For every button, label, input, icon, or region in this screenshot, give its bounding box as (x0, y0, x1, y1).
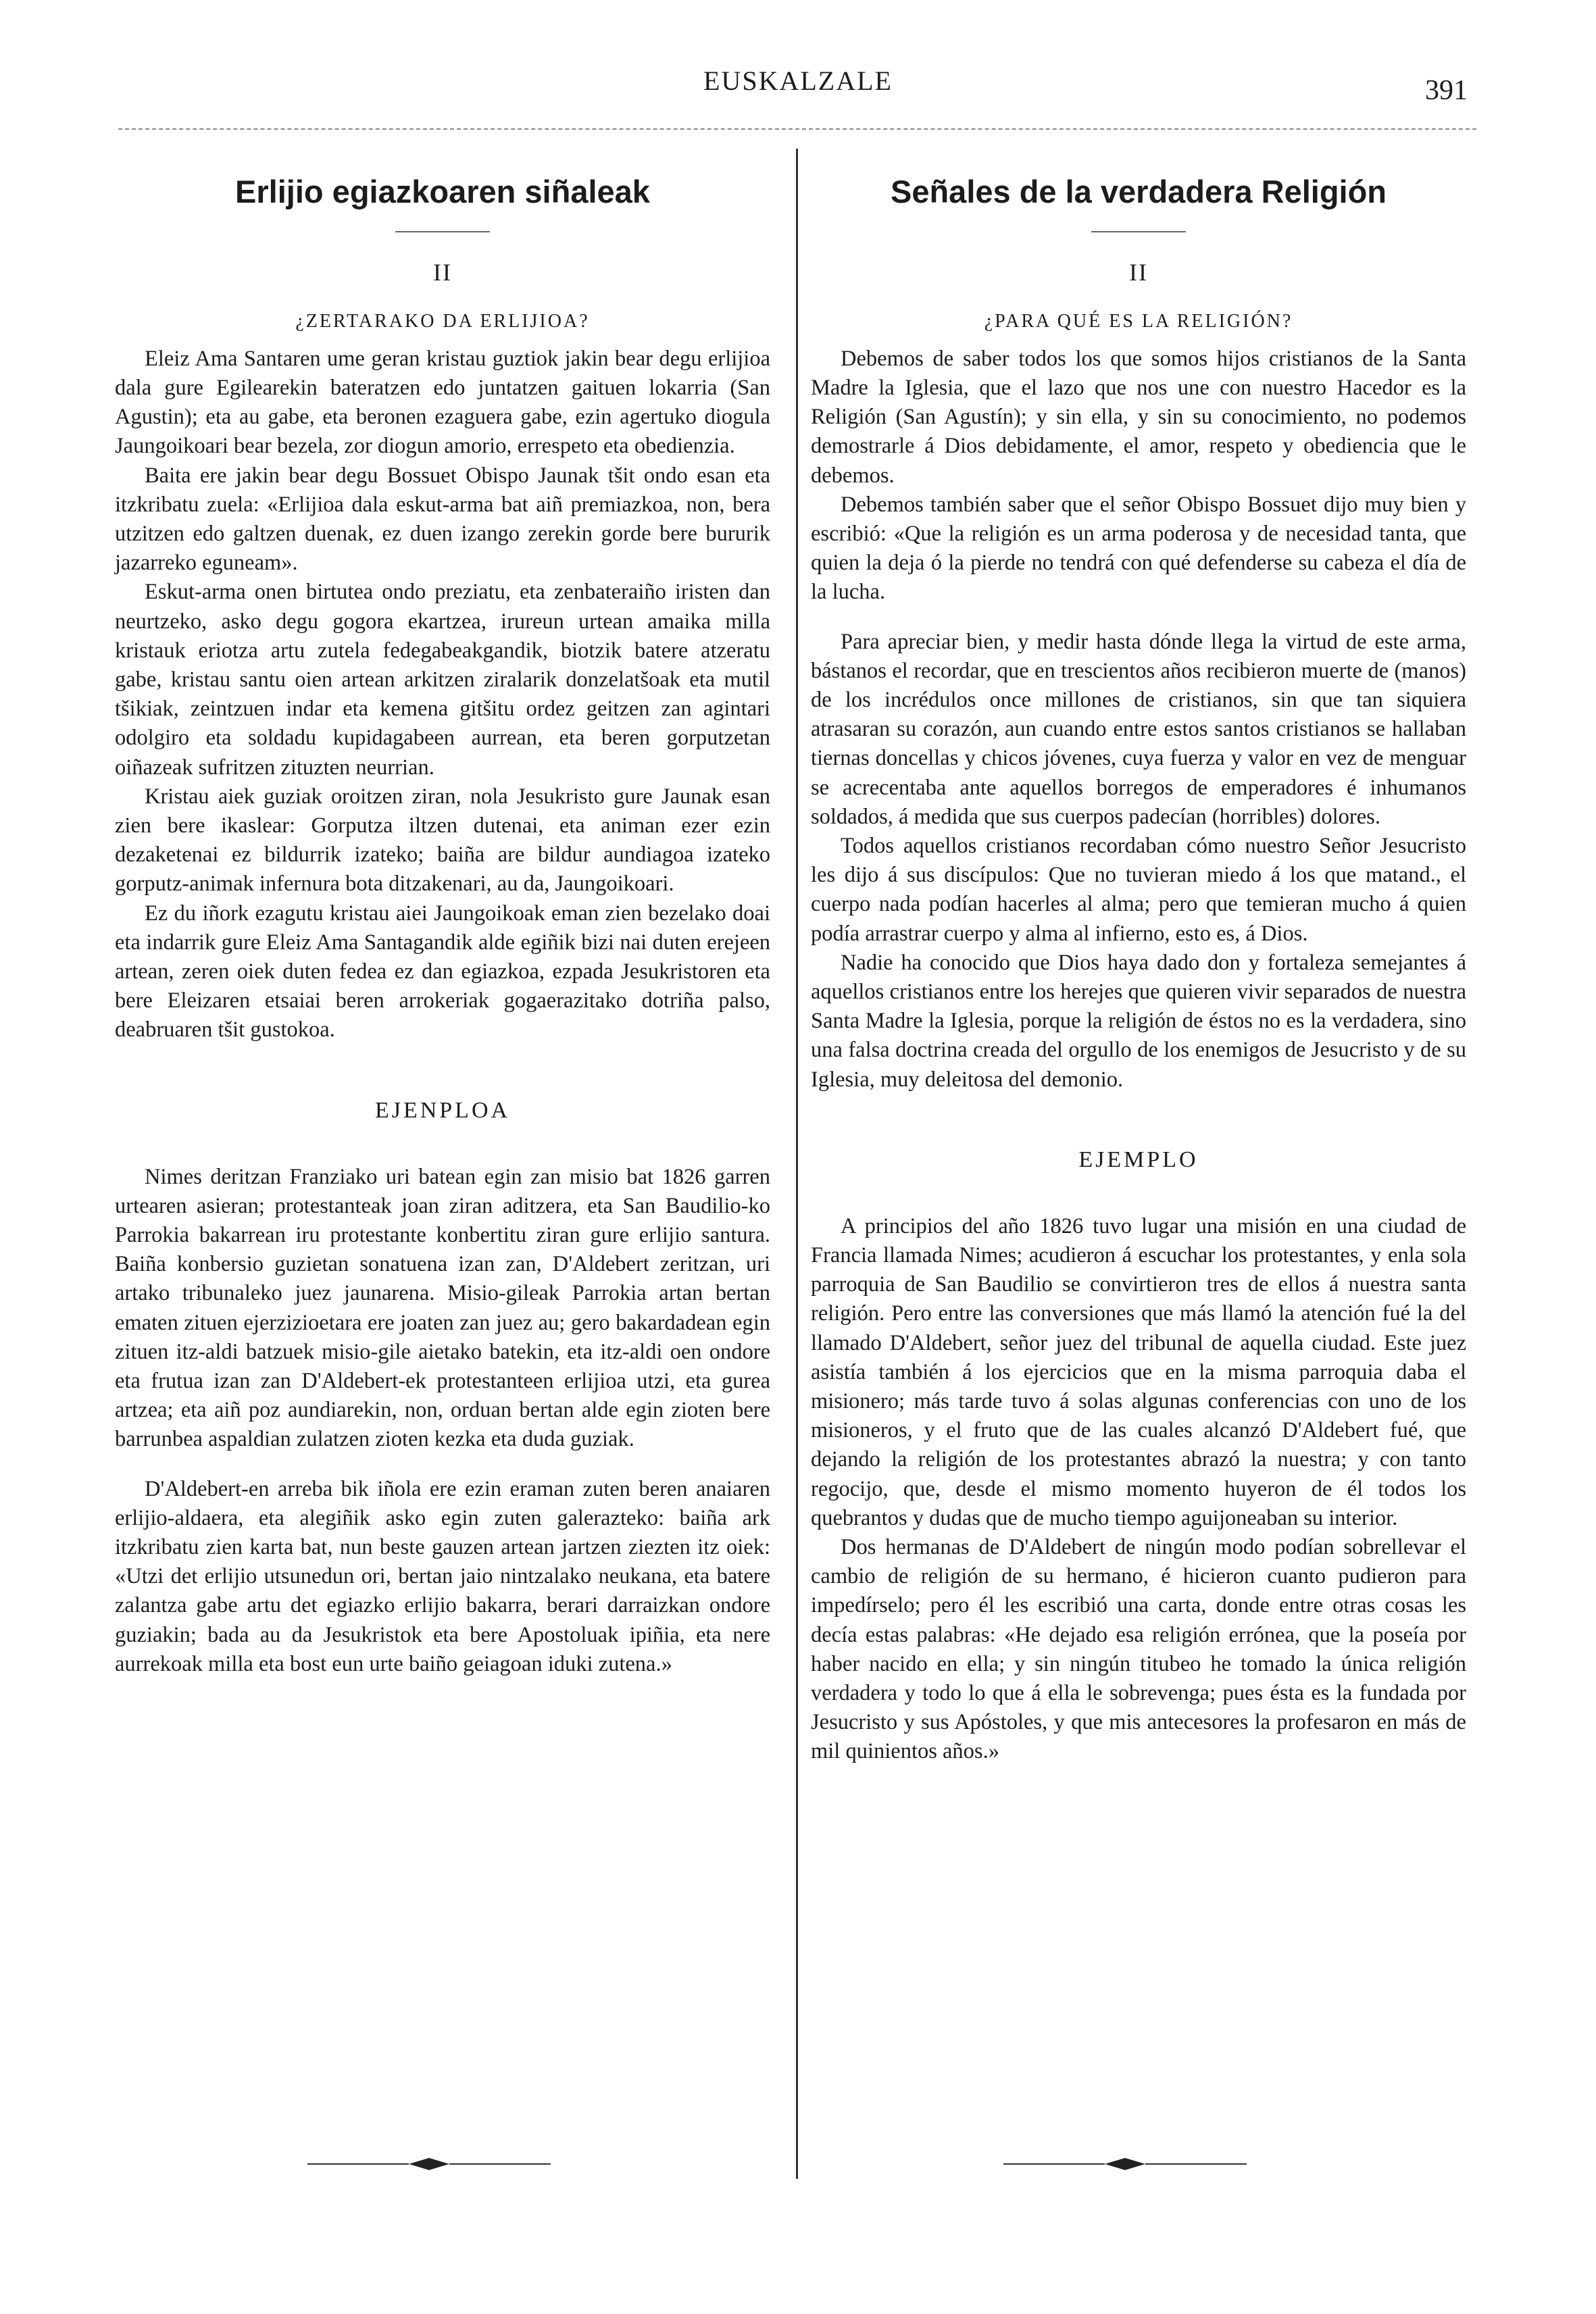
left-paragraph: Eskut-arma onen birtutea ondo preziatu, eta zenbateraiño iristen dan neurtzeko, asko degu gogora ekartzea, irureun urtean amaika milla kristauk eriotza artu zutela fedegabeakgandik, biotzik batere atzeratu gabe, kristau santu oien artean arkitzen ziralarik donzelatšoak eta mutil tšikiak, zeintzuen indar eta kemena gitšitu ordez geitzen zan agintari odolgiro eta soldadu kupidagabeen aurrean, eta beren gorputzetan oiñazeak sufritzen zituzten neurrian. (115, 580, 770, 780)
left-example-heading: EJENPLOA (374, 1097, 511, 1123)
left-paragraph: Eleiz Ama Santaren ume geran kristau guztiok jakin bear degu erlijioa dala gure Egilearekin bateratzen edo juntatzen gaituen lokarria (San Agustin); eta au gabe, eta beronen ezaguera gabe, ezin agertuko diogula Jaungoikoari bear bezela, zor diogun amorio, errespeto eta obedienzia. (115, 346, 770, 459)
right-paragraph: Para apreciar bien, y medir hasta dónde llega la virtud de este arma, bástanos el recordar, que en trescientos años recibieron muerte de (manos) de los incrédulos once millones de cristianos, sin que tan siquiera atrasaran su corazón, aun cuando entre estos santos cristianos se hallaban tiernas doncellas y chicos jóvenes, cuya fuerza y valor en vez de menguar se acrecentaba ante aquellos borregos de emperadores é inhumanos soldados, á medida que sus cuerpos padecían (horribles) dolores. (811, 629, 1466, 829)
left-section-number: II (433, 258, 452, 286)
right-subtitle: ¿PARA QUÉ ES LA RELIGIÓN? (984, 310, 1293, 332)
left-title: Erlijio egiazkoaren siñaleak (235, 174, 650, 209)
diamond-rule-icon (1003, 2154, 1247, 2174)
left-paragraph: Baita ere jakin bear degu Bossuet Obispo Jaunak tšit ondo esan eta itzkribatu zuela: «Erlijioa dala eskut-arma bat aiñ premiazkoa, non, bera utzitzen edo galtzen duenak, ez duen izango zerekin gorde bere bururik jazarreko eguneam». (115, 463, 770, 576)
left-subtitle: ¿ZERTARAKO DA ERLIJIOA? (295, 310, 590, 332)
right-example-heading: EJEMPLO (1078, 1147, 1199, 1172)
right-title: Señales de la verdadera Religión (890, 174, 1387, 209)
right-paragraph: Todos aquellos cristianos recordaban cómo nuestro Señor Jesucristo les dijo á sus discípulos: Que no tuvieran miedo á los que matand., el cuerpo nada podían hacerles al alma; pero que temieran mucho á quien podía arrastrar cuerpo y alma al infierno, esto es, á Dios. (811, 834, 1466, 946)
left-column (115, 172, 770, 1679)
right-example-paragraph: A principios del año 1826 tuvo lugar una misión en una ciudad de Francia llamada Nimes; acudieron á escuchar los protestantes, y enla sola parroquia de San Baudilio se convirtieron tres de ellos á nuestra santa religión. Pero entre las conversiones que más llamó la atención fué la del llamado D'Aldebert, señor juez del tribunal de aquella ciudad. Este juez asistía también á los ejercicios que en la misma parroquia daba el misionero; más tarde tuvo á solas algunas conferencias con uno de los misioneros, y el fruto que de las cuales alcanzó D'Aldebert fué, que dejando la religión de los protestantes abrazó la nuestra; y con tanto regocijo, que, desde el mismo momento huyeron de él todos los quebrantos y dudas que de mucho tiempo aguijoneaban su interior. (811, 1213, 1466, 1530)
left-example-paragraph: D'Aldebert-en arreba bik iñola ere ezin eraman zuten beren anaiaren erlijio-aldaera, eta alegiñik asko egin zuten galerazteko: baiña ark itzkribatu zien karta bat, nun beste gauzen artean jartzen ziezten itz oiek: «Utzi det erlijio utsunedun ori, bertan jaio nintzalako neukana, eta batere zalantza gabe artu det egiazko erlijio bakarra, berari darraizkan ondore guziakin; bada au da Jesukristok eta bere Apostoluak ipiñia, eta nere aurrekoak milla eta bost eun urte baiño geiagoan iduki zutena.» (115, 1476, 770, 1676)
left-paragraph: Ez du iñork ezagutu kristau aiei Jaungoikoak eman zien bezelako doai eta indarrik gure Eleiz Ama Santagandik alde egiñik bizi nai duten erejeen artean, zeren oiek duten fedea ez dan egiazkoa, ezpada Jesukristoren eta bere Eleizaren etsaiai beren arrokeriak gogaerazitako dotriña palso, deabruaren tšit gustokoa. (115, 901, 770, 1042)
header-rule (118, 128, 1476, 130)
right-paragraph: Nadie ha conocido que Dios haya dado don y fortaleza semejantes á aquellos cristianos entre los herejes que quieren vivir separados de nuestra Santa Madre la Iglesia, porque la religión de éstos no es la verdadera, sino una falsa doctrina creada del orgullo de los enemigos de Jesucristo y de su Iglesia, muy deleitosa del demonio. (811, 950, 1466, 1092)
running-title: EUSKALZALE (703, 66, 893, 96)
right-paragraph: Debemos también saber que el señor Obispo Bossuet dijo muy bien y escribió: «Que la religión es un arma poderosa y de necesidad tanta, que quien la deja ó la pierde no tendrá con qué defenderse su cabeza el día de la lucha. (811, 492, 1466, 605)
left-example-paragraph: Nimes deritzan Franziako uri batean egin zan misio bat 1826 garren urtearen asieran; protestanteak joan ziran aditzera, eta San Baudilio-ko Parrokia bakarrean iru protestante konbertitu ziran gure erlijio santura. Baiña konbersio guzietan sonatuena izan zan, D'Aldebert zeritzan, uri artako tribunaleko juez jaunarena. Misio-gileak Parrokia artan bertan ematen zituen ejerzizioetara ere joaten zan juez au; gero bakardadean egin zituen itz-aldi batzuek misio-gile aietako batekin, eta itz-aldi oen ondore eta frutua izan zan D'Aldebert-ek protestanteen erlijioa utzi, eta gurea artzea; eta aiñ poz aundiarekin, non, orduan bertan alde egin zioten bere barrunbea aspaldian zulatzen zioten kezka eta duda guziak. (115, 1164, 770, 1452)
right-section-number: II (1129, 258, 1148, 286)
right-title-rule (1091, 231, 1186, 232)
left-end-ornament (307, 2154, 551, 2174)
right-example-paragraph: Dos hermanas de D'Aldebert de ningún modo podían sobrellevar el cambio de religión de su hermano, é hicieron cuanto pudieron para impedírselo; pero él les escribió una carta, donde entre otras cosas les decía estas palabras: «He dejado esa religión errónea, que la poseía por haber nacido en ella; y sin ningún titubeo he tomado la única religión verdadera y todo lo que á ella le sobrevenga; pues ésta es la fundada por Jesucristo y sus Apóstoles, y que mis antecesores la profesaron en más de mil quinientos años.» (811, 1535, 1466, 1764)
diamond-rule-icon (307, 2154, 551, 2174)
column-divider (796, 149, 798, 2179)
left-paragraph: Kristau aiek guziak oroitzen ziran, nola Jesukristo gure Jaunak esan zien bere ikaslear: Gorputza iltzen dutenai, eta animan ezer ezin dezaketenai ez bildurrik izateko; baiña are bildur aundiagoa izateko gorputz-animak infernura bota ditzakenari, au da, Jaungoikoari. (115, 784, 770, 897)
page-number: 391 (1425, 75, 1468, 106)
left-title-rule (395, 231, 490, 232)
right-paragraph: Debemos de saber todos los que somos hijos cristianos de la Santa Madre la Iglesia, que el lazo que nos une con nuestro Hacedor es la Religión (San Agustín); y sin ella, y sin su conocimiento, no podemos demostrarle á Dios debidamente, el amor, respeto y obediencia que le debemos. (811, 346, 1466, 488)
right-end-ornament (1003, 2154, 1247, 2174)
right-column (811, 172, 1466, 1767)
